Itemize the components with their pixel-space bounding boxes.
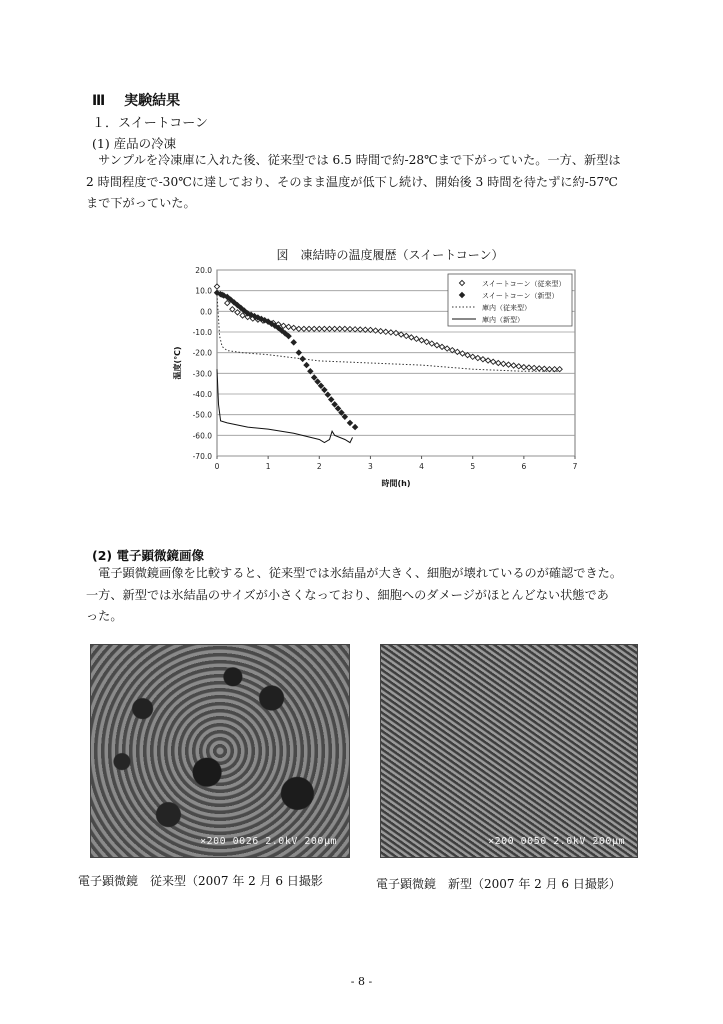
- item2-line: 電子顕微鏡画像を比較すると、従来型では氷結晶が大きく、細胞が壊れているのが確認できた。: [86, 566, 623, 580]
- x-tick-label: 6: [521, 462, 527, 471]
- photo-caption-new: 電子顕微鏡 新型（2007 年 2 月 6 日撮影）: [376, 877, 621, 891]
- x-axis-label: 時間(h): [381, 479, 411, 488]
- subsection-heading: １．スイートコーン: [92, 116, 208, 131]
- x-tick-label: 0: [214, 462, 220, 471]
- item2-paragraph: [86, 563, 646, 628]
- temperature-history-chart: [170, 262, 590, 492]
- page-number: - 8 -: [350, 975, 373, 988]
- photo-scale-label: ×200 0026 2.0kV 200μm: [200, 836, 337, 847]
- y-tick-label: -20.0: [192, 348, 212, 358]
- y-tick-label: 10.0: [195, 286, 212, 296]
- section-number: Ⅲ: [92, 93, 106, 109]
- y-tick-label: -40.0: [192, 390, 212, 399]
- item1-paragraph: [86, 150, 646, 215]
- section-title: 実験結果: [124, 93, 181, 109]
- sem-photo-conventional: [90, 644, 350, 858]
- item1-line: 2 時間程度で-30℃に達しており、そのまま温度が低下し続け、開始後 3 時間を待たずに約-57℃: [86, 174, 618, 189]
- legend-label: スイートコーン（新型）: [482, 292, 559, 300]
- photo-caption-conventional: 電子顕微鏡 従来型（2007 年 2 月 6 日撮影: [78, 874, 323, 888]
- y-tick-label: -70.0: [192, 452, 212, 461]
- x-tick-label: 4: [419, 462, 424, 471]
- section-heading: [92, 90, 180, 110]
- y-tick-label: -30.0: [192, 369, 212, 379]
- y-tick-label: -50.0: [192, 410, 212, 420]
- item1-line: サンプルを冷凍庫に入れた後、従来型では 6.5 時間で約-28℃まで下がっていた。一方、新型は: [86, 153, 621, 167]
- photo-scale-label: ×200 0050 2.0kV 200μm: [488, 836, 625, 847]
- item2-line: 一方、新型では氷結晶のサイズが小さくなっており、細胞へのダメージがほとんどない状態であ: [86, 587, 609, 602]
- chart-legend: [448, 274, 572, 326]
- x-tick-label: 3: [368, 462, 373, 471]
- item1-heading: (1) 産品の冷凍: [92, 136, 177, 151]
- y-tick-label: -60.0: [192, 431, 212, 441]
- legend-label: 庫内（新型）: [482, 316, 524, 324]
- x-tick-label: 7: [572, 462, 578, 471]
- x-tick-label: 5: [470, 462, 476, 471]
- x-tick-label: 1: [265, 462, 271, 471]
- y-tick-label: 20.0: [195, 266, 212, 275]
- item1-line: まで下がっていた。: [86, 196, 196, 210]
- x-tick-label: 2: [316, 462, 322, 471]
- chart-title: 図 凍結時の温度履歴（スイートコーン）: [276, 248, 504, 262]
- item2-line: った。: [86, 609, 123, 623]
- y-tick-label: 0.0: [200, 307, 212, 317]
- item2-heading: (2) 電子顕微鏡画像: [92, 548, 204, 563]
- legend-label: スイートコーン（従来型）: [482, 280, 566, 288]
- y-tick-label: -10.0: [192, 328, 212, 337]
- legend-label: 庫内（従来型）: [482, 304, 531, 312]
- sem-photo-new: [380, 644, 638, 858]
- y-axis-label: 温度(℃): [173, 346, 182, 380]
